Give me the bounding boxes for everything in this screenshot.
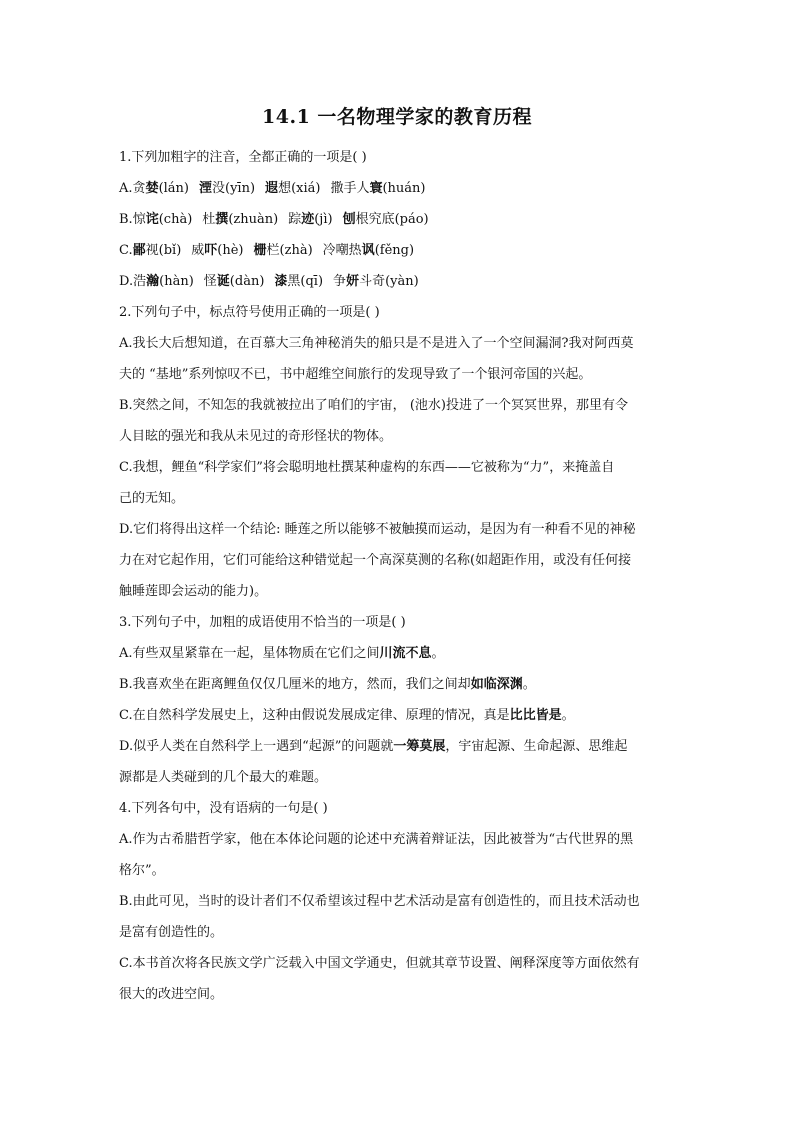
exercise-content (119, 142, 679, 1010)
q1-option-d: D.浩瀚(hàn) 怪诞(dàn) 漆黑(qī) 争妍斗奇(yàn) (119, 274, 419, 289)
q2-option-d-line2: 力在对它起作用，它们可能给这种错觉起一个高深莫测的名称(如超距作用，或没有任何接 (119, 553, 632, 568)
q3-idiom-b: 如临深渊 (470, 677, 523, 692)
q4-option-c-line1: C.本书首次将各民族文学广泛载入中国文学通史，但就其章节设置、阐释深度等方面依然有 (119, 956, 640, 971)
q3-stem: 3.下列句子中，加粗的成语使用不恰当的一项是( ) (119, 615, 406, 630)
q2-option-b-line1: B.突然之间，不知怎的我就被拉出了咱们的宇宙， (池水)投进了一个冥冥世界，那里有令 (119, 398, 628, 413)
q2-option-d-line1: D.它们将得出这样一个结论: 睡莲之所以能够不被触摸而运动，是因为有一种看不见的神秘 (119, 522, 636, 537)
q2-option-b-line2: 人目眩的强光和我从未见过的奇形怪状的物体。 (119, 429, 393, 444)
q2-option-c-line1: C.我想，鲤鱼“科学家们”将会聪明地杜撰某种虚构的东西——它被称为“力”，来掩盖自 (119, 460, 615, 475)
q2-stem: 2.下列句子中，标点符号使用正确的一项是( ) (119, 305, 380, 320)
q3-option-b: B.我喜欢坐在距离鲤鱼仅仅几厘米的地方，然而，我们之间却如临深渊。 (119, 677, 536, 692)
q4-option-a-line1: A.作为古希腊哲学家，他在本体论问题的论述中充满着辩证法，因此被誉为“古代世界的黑 (119, 832, 634, 847)
q2-option-c-line2: 己的无知。 (119, 491, 185, 506)
q4-option-b-line2: 是富有创造性的。 (119, 925, 224, 940)
q1-option-b: B.惊诧(chà) 杜撰(zhuàn) 踪迹(jì) 刨根究底(páo) (119, 212, 429, 227)
q3-option-c: C.在自然科学发展史上，这种由假说发展成定律、原理的情况，真是比比皆是。 (119, 708, 575, 723)
q1-option-c: C.鄙视(bǐ) 威吓(hè) 栅栏(zhà) 冷嘲热讽(fěng) (119, 243, 415, 258)
q3-option-d-line2: 源都是人类碰到的几个最大的难题。 (119, 770, 328, 785)
q1-option-a: A.贪婪(lán) 湮没(yīn) 遐想(xiá) 撒手人寰(huán) (119, 181, 426, 196)
q1-stem: 1.下列加粗字的注音，全都正确的一项是( ) (119, 150, 367, 165)
q3-idiom-a: 川流不息 (379, 646, 432, 661)
q3-option-a: A.有些双星紧靠在一起，星体物质在它们之间川流不息。 (119, 646, 445, 661)
q2-option-d-line3: 触睡莲即会运动的能力)。 (119, 584, 268, 599)
q2-option-a-line1: A.我长大后想知道，在百慕大三角神秘消失的船只是不是进入了一个空间漏洞?我对阿西莫 (119, 336, 634, 351)
q4-option-b-line1: B.由此可见，当时的设计者们不仅希望该过程中艺术活动是富有创造性的，而且技术活动也 (119, 894, 640, 909)
q4-option-c-line2: 很大的改进空间。 (119, 987, 224, 1002)
q4-option-a-line2: 格尔”。 (119, 863, 165, 878)
q2-option-a-line2: 夫的 “基地”系列惊叹不已，书中超维空间旅行的发现导致了一个银河帝国的兴起。 (119, 367, 592, 382)
q4-stem: 4.下列各句中，没有语病的一句是( ) (119, 801, 328, 816)
q3-idiom-d: 一筹莫展 (393, 739, 446, 754)
page-title: 14.1 一名物理学家的教育历程 (262, 106, 532, 128)
q3-option-d-line1: D.似乎人类在自然科学上一遇到“起源”的问题就一筹莫展，宇宙起源、生命起源、思维起 (119, 739, 628, 754)
q3-idiom-c: 比比皆是 (509, 708, 562, 723)
